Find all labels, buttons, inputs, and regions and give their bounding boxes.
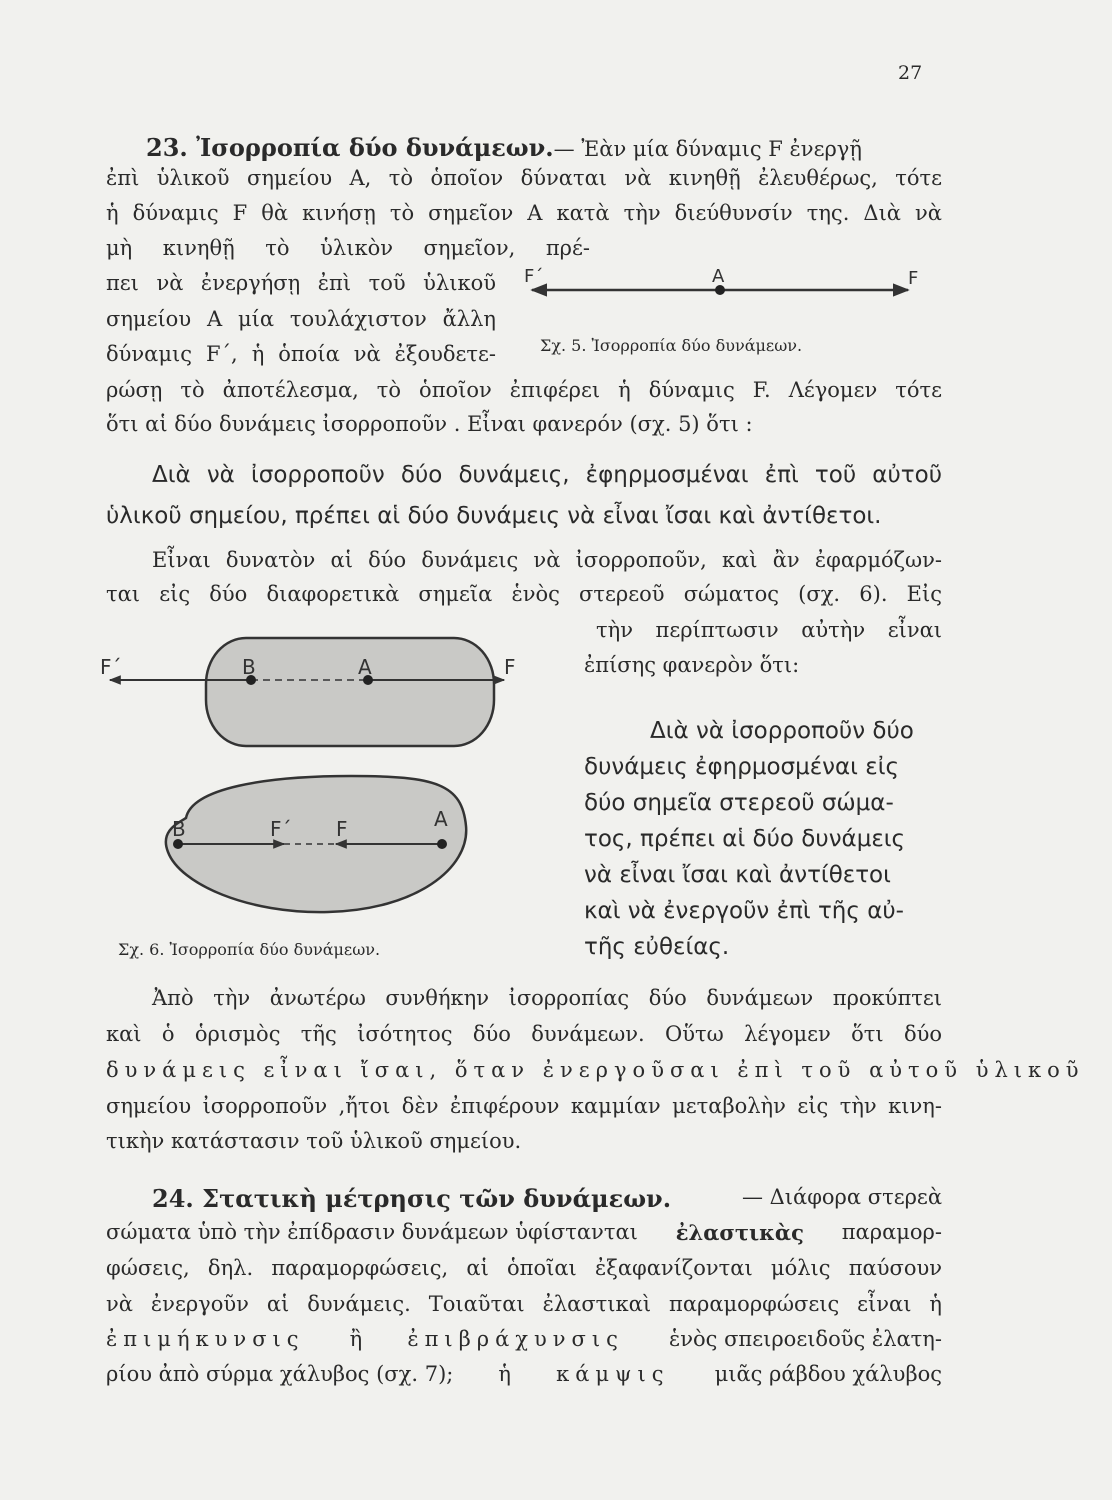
section-24-line-5 <box>106 1364 942 1385</box>
section-23-line-3: μὴ κινηθῇ τὸ ὑλικὸν σημεῖον, πρέ- <box>106 236 590 260</box>
paragraph-2-line-1: Εἶναι δυνατὸν αἱ δύο δυνάμεις νὰ ἰσορροποῦν, καὶ ἂν ἐφαρμόζων- <box>152 548 942 572</box>
paragraph-3-line-5: τικὴν κατάστασιν τοῦ ὑλικοῦ σημείου. <box>106 1129 522 1153</box>
rule-2-line-5: νὰ εἶναι ἴσαι καὶ ἀντίθετοι <box>584 862 891 888</box>
rule-2-line-6: καὶ νὰ ἐνεργοῦν ἐπὶ τῆς αὐ- <box>584 898 904 924</box>
bottom-label-B: B <box>172 817 186 841</box>
bottom-label-A: A <box>434 807 448 831</box>
section-24-line-1a: σώματα ὑπὸ τὴν ἐπίδρασιν δυνάμεων ὑφίστανται <box>106 1220 638 1244</box>
section-24-line-1c: παραμορ- <box>841 1220 942 1244</box>
section-24-article: ἡ <box>498 1362 512 1386</box>
top-label-F-prime: F΄ <box>100 655 122 679</box>
section-24-line-5d: μιᾶς ράβδου χάλυβος <box>714 1362 942 1386</box>
section-23-line-5: σημείου Α μία τουλάχιστον ἄλλη <box>106 307 496 331</box>
section-24-line-2: φώσεις, δηλ. παραμορφώσεις, αἱ ὁποῖαι ἐξαφανίζονται μόλις παύσουν <box>106 1256 942 1280</box>
bottom-label-F-prime: F΄ <box>270 817 292 841</box>
section-24-line-1 <box>106 1222 942 1243</box>
paragraph-2-line-4: ἐπίσης φανερὸν ὅτι: <box>584 653 800 677</box>
fig5-label-F: F <box>908 268 919 289</box>
bottom-point-A <box>437 839 447 849</box>
section-24-or: ἢ <box>349 1327 363 1351</box>
paragraph-2-line-2: ται εἰς δύο διαφορετικὰ σημεῖα ἑνὸς στερεοῦ σώματος (σχ. 6). Εἰς <box>106 582 942 606</box>
section-23-line-2: ἡ δύναμις F θὰ κινήσῃ τὸ σημεῖον Α κατὰ τὴν διεύθυνσίν της. Διὰ νὰ <box>106 201 942 225</box>
section-24-heading: 24. Στατικὴ μέτρησις τῶν δυνάμεων. <box>152 1184 672 1213</box>
rule-2-line-2: δυνάμεις ἐφηρμοσμέναι εἰς <box>584 754 899 780</box>
rule-1-line-2: ὑλικοῦ σημείου, πρέπει αἱ δύο δυνάμεις νὰ εἶναι ἴσαι καὶ ἀντίθετοι. <box>106 503 882 529</box>
rule-2-line-1: Διὰ νὰ ἰσορροποῦν δύο <box>650 718 914 744</box>
top-label-B: B <box>242 655 256 679</box>
section-24-term-bending: κάμψις <box>556 1362 670 1386</box>
figure-5 <box>520 262 920 304</box>
fig5-label-A: A <box>712 266 725 287</box>
paragraph-3-line-1: Ἀπὸ τὴν ἀνωτέρω συνθήκην ἰσορροπίας δύο δυνάμεων προκύπτει <box>152 986 942 1010</box>
rule-2-line-7: τῆς εὐθείας. <box>584 934 730 960</box>
section-24-heading-line <box>152 1184 942 1213</box>
figure-6-caption: Σχ. 6. Ἰσορροπία δύο δυνάμεων. <box>118 940 381 959</box>
section-24-line-4d: ἑνὸς σπειροειδοῦς ἐλατη- <box>668 1327 942 1351</box>
section-24-term-elongation: ἐπιμήκυνσις <box>106 1327 305 1351</box>
bottom-label-F: F <box>336 817 348 841</box>
section-23-heading: 23. Ἰσορροπία δύο δυνάμεων. <box>146 133 554 162</box>
section-24-term-shortening: ἐπιβράχυνσις <box>407 1327 624 1351</box>
paragraph-2-line-3: τὴν περίπτωσιν αὐτὴν εἶναι <box>596 618 942 642</box>
top-label-F: F <box>504 655 516 679</box>
rule-2-line-3: δύο σημεῖα στερεοῦ σώμα- <box>584 790 894 816</box>
figure-5-caption: Σχ. 5. Ἰσορροπία δύο δυνάμεων. <box>540 336 803 355</box>
rule-2-line-4: τος, πρέπει αἱ δύο δυνάμεις <box>584 826 906 852</box>
paragraph-3-line-4: σημείου ἰσορροποῦν ,ἤτοι δὲν ἐπιφέρουν καμμίαν μεταβολὴν εἰς τὴν κινη- <box>106 1094 942 1118</box>
section-23-line-1: ἐπὶ ὑλικοῦ σημείου Α, τὸ ὁποῖον δύναται νὰ κινηθῇ ἐλευθέρως, τότε <box>106 166 942 190</box>
section-23-line-7: ρώσῃ τὸ ἀποτέλεσμα, τὸ ὁποῖον ἐπιφέρει ἡ δύναμις F. Λέγομεν τότε <box>106 378 942 402</box>
top-label-A: A <box>358 655 372 679</box>
rule-1-line-1: Διὰ νὰ ἰσορροποῦν δύο δυνάμεις, ἐφηρμοσμέναι ἐπὶ τοῦ αὐτοῦ <box>152 462 942 488</box>
paragraph-3-line-2: καὶ ὁ ὁρισμὸς τῆς ἰσότητος δύο δυνάμεων. Οὕτω λέγομεν ὅτι δύο <box>106 1022 942 1046</box>
paragraph-3-line-3: δυνάμεις εἶναι ἴσαι, ὅταν ἐνεργοῦσαι ἐπὶ τοῦ αὐτοῦ ὑλικοῦ <box>106 1058 1085 1082</box>
page-number: 27 <box>898 62 923 84</box>
section-23-lead: — Ἐὰν μία δύναμις F ἐνεργῇ <box>553 137 862 161</box>
section-24-line-4 <box>106 1329 942 1350</box>
section-23-heading-line <box>146 133 942 162</box>
section-24-emphasis-elastic: ἐλαστικὰς <box>675 1220 804 1245</box>
section-24-line-3: νὰ ἐνεργοῦν αἱ δυνάμεις. Τοιαῦται ἐλαστικαὶ παραμορφώσεις εἶναι ἡ <box>106 1292 942 1316</box>
section-23-line-8: ὅτι αἱ δύο δυνάμεις ἰσορροποῦν . Εἶναι φανερόν (σχ. 5) ὅτι : <box>106 412 753 436</box>
section-23-line-4: πει νὰ ἐνεργήσῃ ἐπὶ τοῦ ὑλικοῦ <box>106 271 496 295</box>
section-24-line-5a: ρίου ἀπὸ σύρμα χάλυβος (σχ. 7); <box>106 1362 454 1386</box>
section-24-lead: — Διάφορα στερεὰ <box>741 1185 942 1209</box>
figure-6 <box>96 626 576 944</box>
section-23-line-6: δύναμις F΄, ἡ ὁποία νὰ ἐξουδετε- <box>106 342 496 366</box>
fig5-label-F-prime: F΄ <box>524 266 544 287</box>
